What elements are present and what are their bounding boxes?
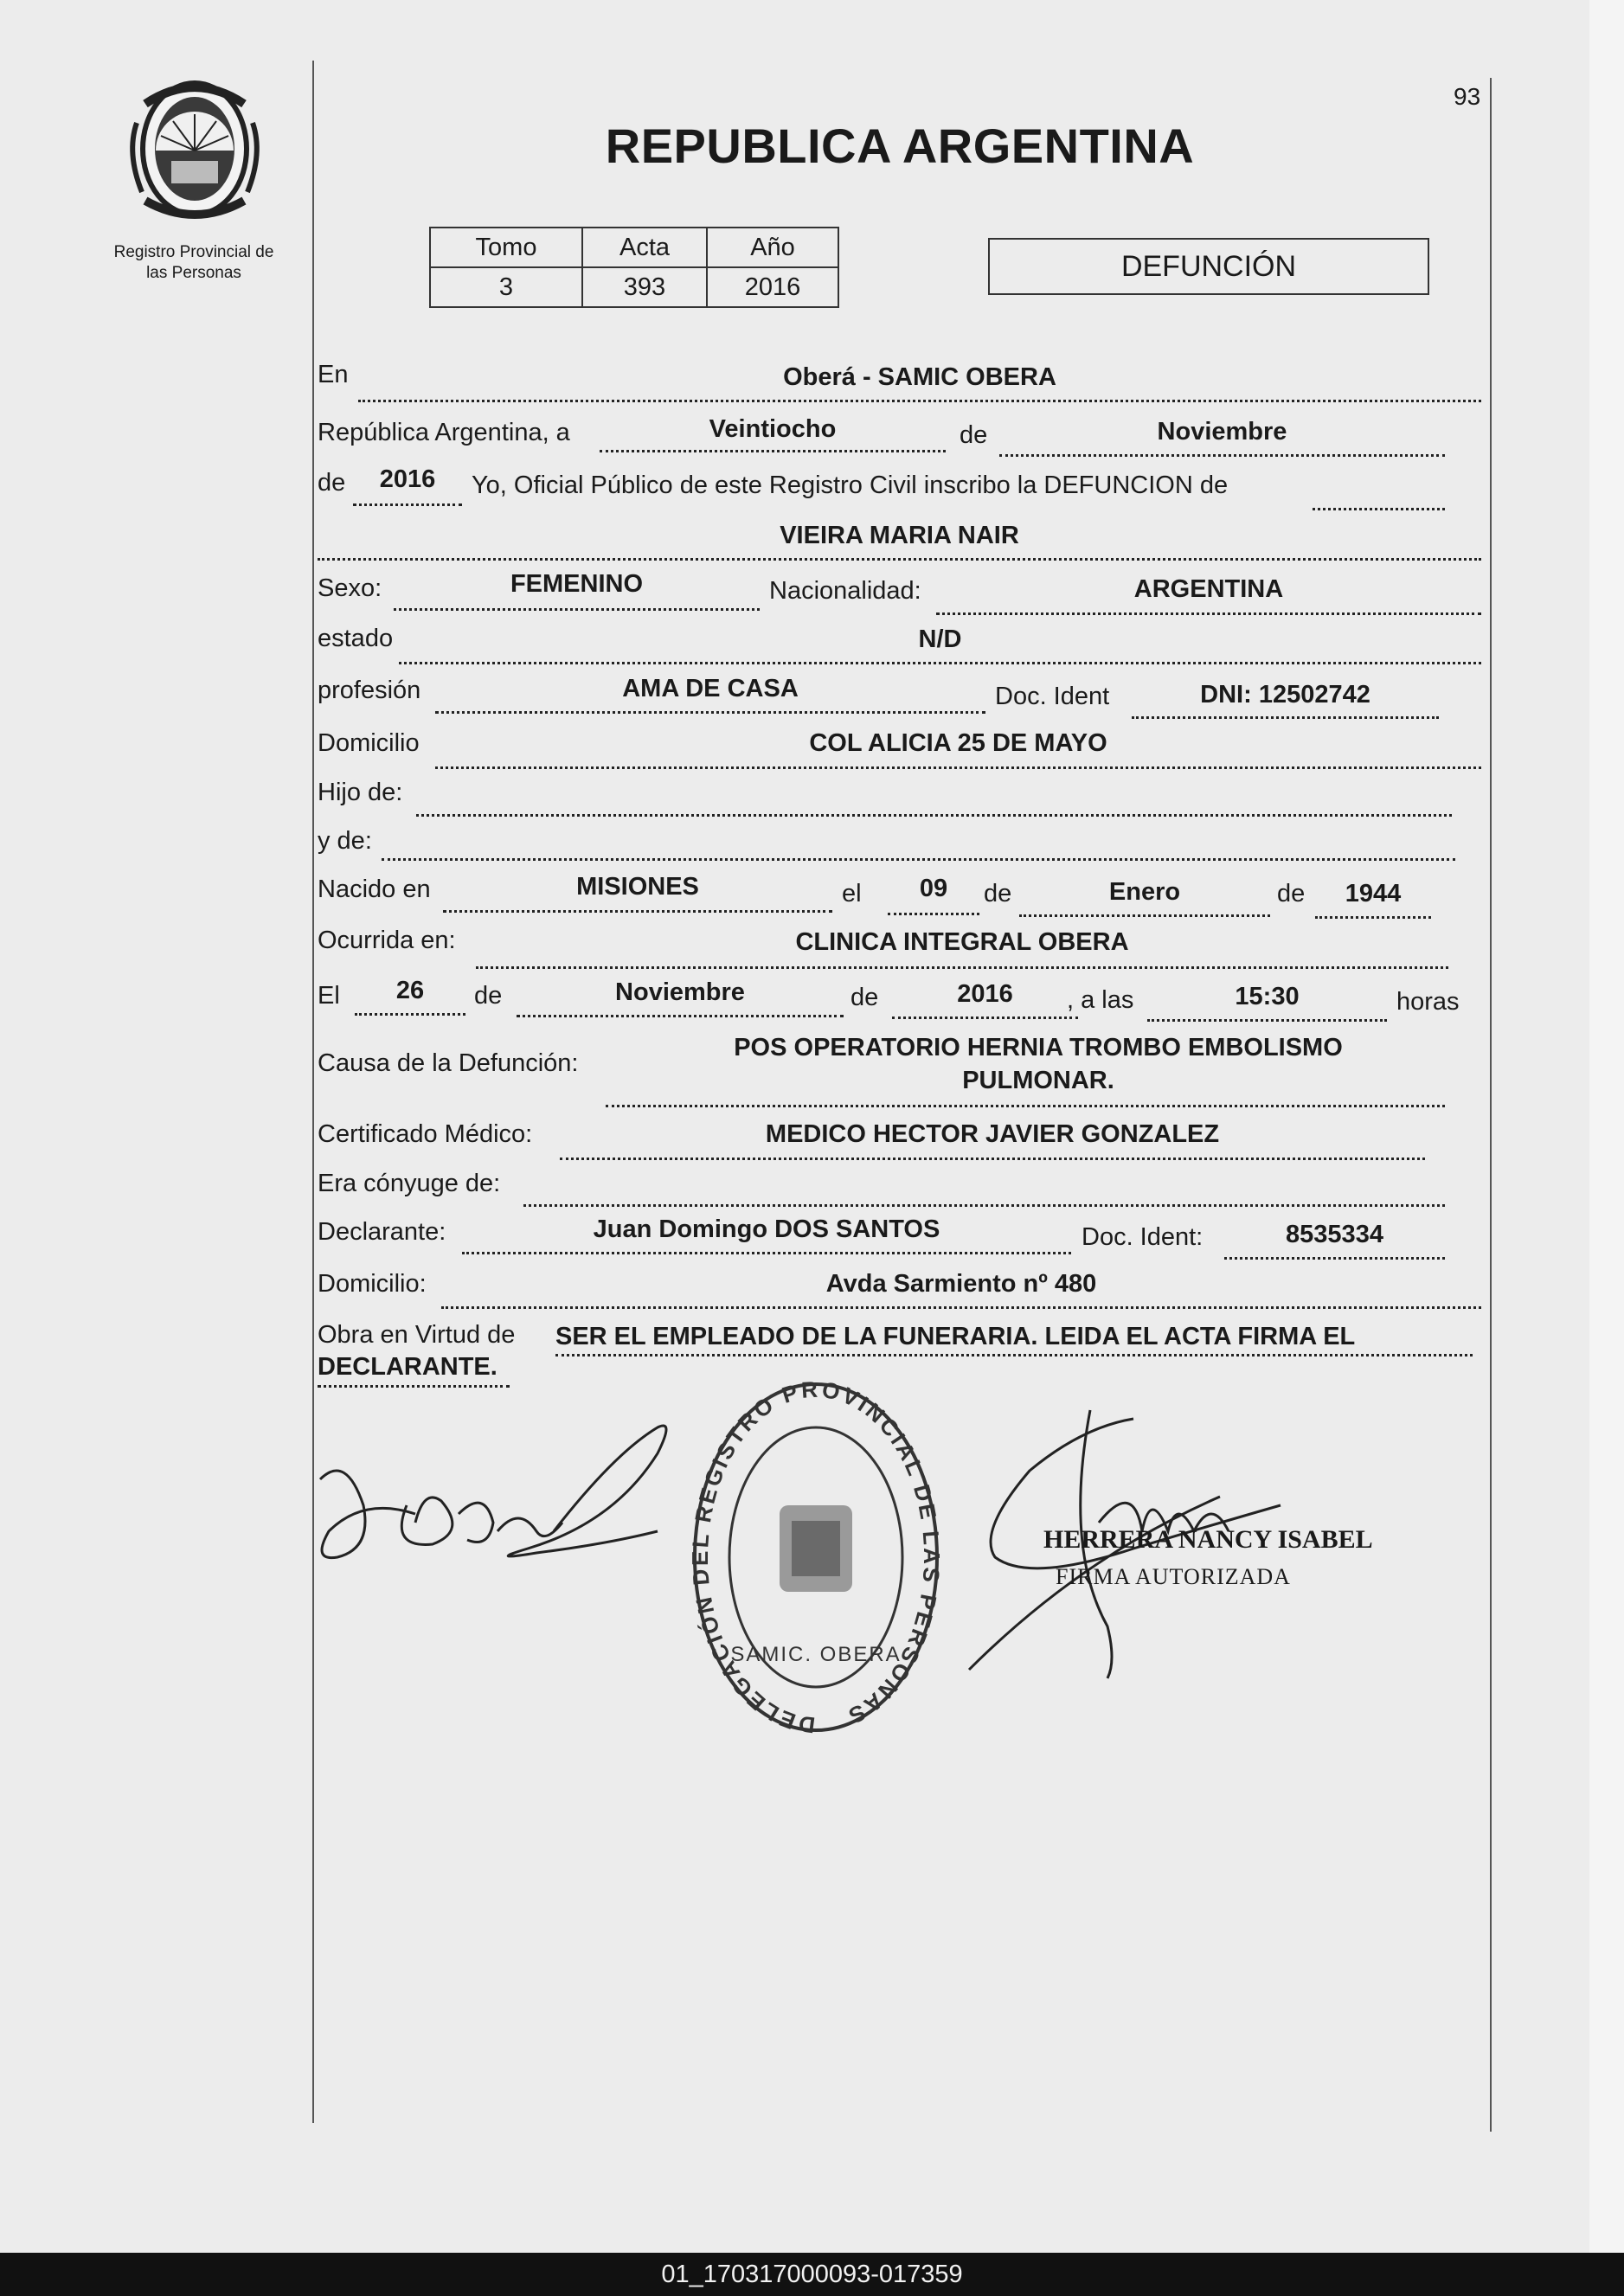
republica-label: República Argentina, a xyxy=(318,419,570,446)
file-id-bar xyxy=(0,2253,1624,2296)
domicilio-line xyxy=(435,766,1481,769)
profesion-line xyxy=(435,711,985,714)
doc-ident-label: Doc. Ident xyxy=(995,683,1110,710)
conyuge-line xyxy=(523,1204,1445,1207)
nacido-value: MISIONES xyxy=(576,873,699,901)
declarante-line xyxy=(462,1252,1071,1254)
doc2-line xyxy=(1224,1257,1445,1260)
file-id: 01_170317000093-017359 xyxy=(661,2261,963,2288)
de-label-3: de xyxy=(984,880,1012,907)
profesion-value: AMA DE CASA xyxy=(622,675,799,702)
birth-month-line xyxy=(1019,914,1270,917)
death-month-line xyxy=(517,1015,844,1017)
alas-label: , a las xyxy=(1067,986,1134,1014)
yde-line xyxy=(382,858,1455,861)
sexo-line xyxy=(394,608,760,611)
left-margin-line xyxy=(312,61,314,2123)
month-line xyxy=(999,454,1445,457)
obra-line-dots-1 xyxy=(555,1354,1473,1356)
obra-label: Obra en Virtud de xyxy=(318,1321,516,1349)
sexo-label: Sexo: xyxy=(318,574,382,602)
tomo-header: Tomo xyxy=(430,228,582,267)
el2-label: El xyxy=(318,982,340,1010)
day-line xyxy=(600,450,946,452)
seal-ring-text: DELEGACIÓN DEL REGISTRO PROVINCIAL DE LAS PERSONAS xyxy=(687,1376,946,1739)
year-value: 2016 xyxy=(379,465,436,493)
registry-seal xyxy=(677,1376,954,1752)
anio-value: 2016 xyxy=(707,267,838,307)
doc2-label: Doc. Ident: xyxy=(1082,1223,1204,1251)
document-title: REPUBLICA ARGENTINA xyxy=(605,119,1195,173)
day-value: Veintiocho xyxy=(709,415,837,443)
registry-table xyxy=(429,227,839,308)
causa-line-1: POS OPERATORIO HERNIA TROMBO EMBOLISMO xyxy=(734,1034,1343,1061)
de-label-6: de xyxy=(851,984,879,1011)
month-value: Noviembre xyxy=(1157,418,1287,446)
birth-month: Enero xyxy=(1108,878,1181,906)
doc2-value: 8535334 xyxy=(1286,1221,1383,1248)
nacionalidad-label: Nacionalidad: xyxy=(769,577,921,605)
nacido-line xyxy=(443,910,832,913)
cert-label: Certificado Médico: xyxy=(318,1120,533,1148)
domicilio2-label: Domicilio: xyxy=(318,1270,427,1298)
org-line-1: Registro Provincial de xyxy=(113,243,274,261)
acta-header: Acta xyxy=(582,228,707,267)
nacionalidad-line xyxy=(936,612,1481,615)
estado-line xyxy=(399,662,1481,664)
domicilio2-value: Avda Sarmiento nº 480 xyxy=(825,1270,1097,1298)
birth-year-line xyxy=(1315,916,1431,919)
en-line xyxy=(358,400,1481,402)
de-label-5: de xyxy=(474,982,503,1010)
en-label: En xyxy=(318,361,349,388)
inscribo-line xyxy=(1313,508,1445,510)
causa-line xyxy=(606,1105,1445,1107)
de-label-1: de xyxy=(960,421,988,449)
deceased-name: VIEIRA MARIA NAIR xyxy=(780,522,1019,549)
sexo-value: FEMENINO xyxy=(510,570,644,598)
death-time-line xyxy=(1147,1019,1387,1022)
cert-line xyxy=(560,1158,1425,1160)
name-line xyxy=(318,558,1481,561)
declarant-signature xyxy=(311,1401,675,1596)
record-type-box: DEFUNCIÓN xyxy=(988,238,1429,295)
doc-ident-line xyxy=(1132,716,1439,719)
page-number: 93 xyxy=(1454,83,1481,110)
death-year-line xyxy=(892,1017,1078,1019)
declarante-label: Declarante: xyxy=(318,1218,446,1246)
ocurrida-line xyxy=(476,966,1448,969)
hijo-line xyxy=(416,814,1452,817)
profesion-label: profesión xyxy=(318,677,421,704)
registry-org-name xyxy=(90,242,298,284)
causa-label: Causa de la Defunción: xyxy=(318,1049,579,1077)
nacionalidad-value: ARGENTINA xyxy=(1133,575,1284,603)
en-value: Oberá - SAMIC OBERA xyxy=(783,363,1056,391)
death-day: 26 xyxy=(395,977,425,1004)
domicilio2-line xyxy=(441,1306,1481,1309)
anio-header: Año xyxy=(707,228,838,267)
seal-inner-text: SAMIC. OBERA xyxy=(730,1643,902,1666)
page-edge xyxy=(1589,0,1624,2253)
death-year: 2016 xyxy=(957,980,1013,1008)
de-label-4: de xyxy=(1277,880,1306,907)
obra-line-dots-2 xyxy=(318,1385,510,1388)
official-title-stamp: FIRMA AUTORIZADA xyxy=(1056,1564,1291,1589)
yde-label: y de: xyxy=(318,827,372,855)
obra-line-1: SER EL EMPLEADO DE LA FUNERARIA. LEIDA EL ACTA FIRMA EL xyxy=(555,1323,1356,1350)
org-line-2: las Personas xyxy=(146,264,241,282)
death-time: 15:30 xyxy=(1235,983,1300,1010)
obra-line-2: DECLARANTE. xyxy=(318,1353,497,1381)
causa-line-2: PULMONAR. xyxy=(962,1067,1114,1094)
birth-year: 1944 xyxy=(1345,880,1402,907)
right-margin-line xyxy=(1490,78,1492,2132)
estado-value: N/D xyxy=(918,625,962,653)
el-label: el xyxy=(842,880,862,907)
doc-ident-value: DNI: 12502742 xyxy=(1200,681,1370,709)
birth-day: 09 xyxy=(919,875,948,902)
horas-label: horas xyxy=(1396,988,1460,1016)
ocurrida-label: Ocurrida en: xyxy=(318,927,456,954)
official-name-stamp: HERRERA NANCY ISABEL xyxy=(1043,1525,1373,1554)
domicilio-label: Domicilio xyxy=(318,729,420,757)
cert-value: MEDICO HECTOR JAVIER GONZALEZ xyxy=(765,1120,1220,1148)
year-line xyxy=(353,503,462,506)
province-logo xyxy=(121,71,268,231)
declarante-value: Juan Domingo DOS SANTOS xyxy=(593,1215,940,1243)
death-day-line xyxy=(355,1013,465,1016)
nacido-label: Nacido en xyxy=(318,875,431,903)
acta-value: 393 xyxy=(582,267,707,307)
domicilio-value: COL ALICIA 25 DE MAYO xyxy=(809,729,1107,757)
hijo-label: Hijo de: xyxy=(318,779,403,806)
ocurrida-value: CLINICA INTEGRAL OBERA xyxy=(795,928,1129,956)
tomo-value: 3 xyxy=(430,267,582,307)
death-month: Noviembre xyxy=(615,978,745,1006)
de-label-2: de xyxy=(318,469,346,497)
birth-day-line xyxy=(888,913,979,915)
estado-label: estado xyxy=(318,625,394,652)
conyuge-label: Era cónyuge de: xyxy=(318,1170,501,1197)
inscribo-text: Yo, Oficial Público de este Registro Civil inscribo la DEFUNCION de xyxy=(472,471,1229,499)
